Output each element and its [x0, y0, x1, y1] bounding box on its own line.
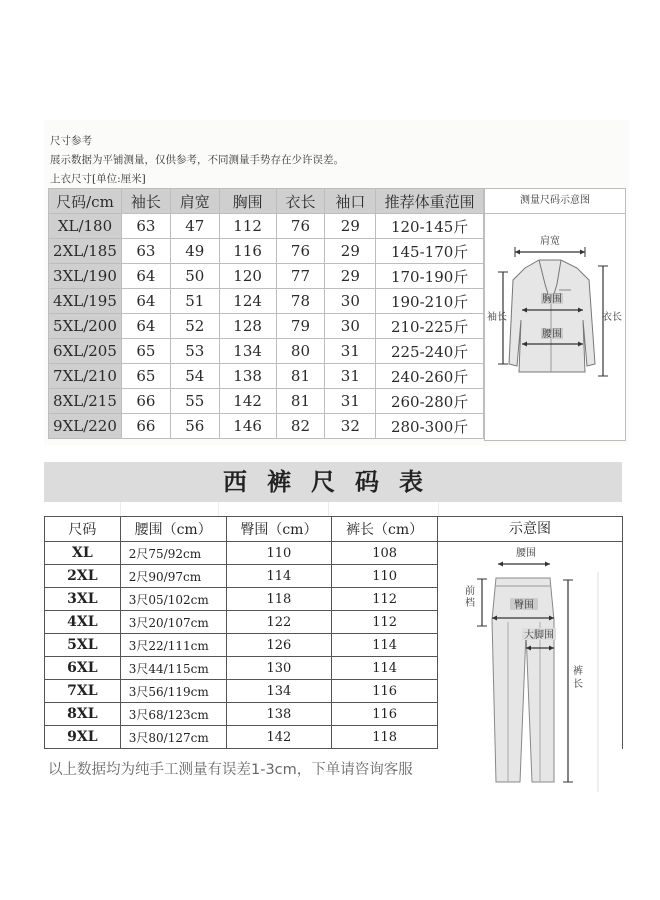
- value-cell: 2尺75/92cm: [120, 542, 226, 565]
- value-cell: 82: [276, 414, 325, 439]
- svg-text:臀围: 臀围: [514, 600, 534, 611]
- value-cell: 31: [325, 389, 376, 414]
- col-size: 尺码/cm: [49, 189, 122, 214]
- value-cell: 118: [226, 588, 332, 611]
- value-cell: 64: [121, 264, 170, 289]
- value-cell: 54: [170, 364, 219, 389]
- value-cell: 116: [219, 239, 276, 264]
- pants-illustration-icon: [438, 542, 622, 792]
- measurement-disclaimer: 展示数据为平铺测量，仅供参考，不同测量手势存在少许误差。: [50, 154, 344, 166]
- size-cell: 4XL: [45, 611, 121, 634]
- value-cell: 170-190斤: [376, 264, 484, 289]
- value-cell: 53: [170, 339, 219, 364]
- value-cell: 112: [332, 588, 438, 611]
- value-cell: 3尺68/123cm: [120, 703, 226, 726]
- size-reference-title: 尺寸参考: [50, 135, 92, 147]
- col-size: 尺码: [45, 517, 121, 542]
- value-cell: 76: [276, 214, 325, 239]
- value-cell: 65: [121, 339, 170, 364]
- table-row: [49, 389, 484, 414]
- table-row: [45, 703, 438, 726]
- value-cell: 76: [276, 239, 325, 264]
- value-cell: 81: [276, 364, 325, 389]
- jacket-illustration-icon: [485, 214, 625, 440]
- value-cell: 3尺80/127cm: [120, 726, 226, 749]
- svg-text:长: 长: [573, 679, 583, 690]
- table-row: [49, 264, 484, 289]
- table-row: [49, 239, 484, 264]
- value-cell: 63: [121, 239, 170, 264]
- value-cell: 142: [219, 389, 276, 414]
- col-length: 衣长: [276, 189, 325, 214]
- svg-text:袖长: 袖长: [487, 312, 507, 323]
- size-cell: 2XL/185: [49, 239, 122, 264]
- value-cell: 30: [325, 289, 376, 314]
- pants-size-chart-title: 西裤尺码表: [44, 462, 622, 502]
- svg-text:腰围: 腰围: [516, 548, 536, 559]
- value-cell: 120-145斤: [376, 214, 484, 239]
- value-cell: 114: [332, 657, 438, 680]
- size-cell: 9XL: [45, 726, 121, 749]
- jacket-size-table: [48, 188, 484, 439]
- value-cell: 66: [121, 414, 170, 439]
- table-row: [45, 565, 438, 588]
- table-row: [45, 726, 438, 749]
- table-row: [45, 657, 438, 680]
- pants-spacer-row: [44, 502, 622, 516]
- value-cell: 114: [226, 565, 332, 588]
- svg-text:档: 档: [465, 598, 475, 609]
- pants-header-row: [45, 517, 438, 542]
- table-row: [45, 634, 438, 657]
- value-cell: 66: [121, 389, 170, 414]
- value-cell: 81: [276, 389, 325, 414]
- jacket-header-row: [49, 189, 484, 214]
- value-cell: 52: [170, 314, 219, 339]
- value-cell: 32: [325, 414, 376, 439]
- size-cell: 6XL: [45, 657, 121, 680]
- table-row: [49, 289, 484, 314]
- value-cell: 116: [332, 703, 438, 726]
- table-row: [49, 414, 484, 439]
- table-row: [45, 611, 438, 634]
- table-row: [49, 364, 484, 389]
- value-cell: 120: [219, 264, 276, 289]
- value-cell: 146: [219, 414, 276, 439]
- size-cell: 8XL/215: [49, 389, 122, 414]
- size-cell: 5XL: [45, 634, 121, 657]
- value-cell: 77: [276, 264, 325, 289]
- value-cell: 190-210斤: [376, 289, 484, 314]
- size-cell: 7XL/210: [49, 364, 122, 389]
- svg-text:腰围: 腰围: [542, 329, 562, 340]
- value-cell: 112: [219, 214, 276, 239]
- col-cuff: 袖口: [325, 189, 376, 214]
- value-cell: 3尺56/119cm: [120, 680, 226, 703]
- value-cell: 110: [332, 565, 438, 588]
- pants-measurement-diagram: [438, 516, 623, 749]
- value-cell: 112: [332, 611, 438, 634]
- value-cell: 56: [170, 414, 219, 439]
- value-cell: 280-300斤: [376, 414, 484, 439]
- jacket-unit-label: 上衣尺寸[单位:厘米]: [50, 173, 146, 185]
- value-cell: 118: [332, 726, 438, 749]
- value-cell: 110: [226, 542, 332, 565]
- value-cell: 49: [170, 239, 219, 264]
- value-cell: 55: [170, 389, 219, 414]
- value-cell: 260-280斤: [376, 389, 484, 414]
- svg-text:衣长: 衣长: [602, 312, 622, 323]
- value-cell: 80: [276, 339, 325, 364]
- value-cell: 29: [325, 214, 376, 239]
- size-cell: 4XL/195: [49, 289, 122, 314]
- value-cell: 128: [219, 314, 276, 339]
- size-cell: 6XL/205: [49, 339, 122, 364]
- value-cell: 47: [170, 214, 219, 239]
- svg-text:大脚围: 大脚围: [524, 630, 554, 641]
- measurement-error-note: 以上数据均为纯手工测量有误差1-3cm，下单请咨询客服: [48, 762, 413, 778]
- value-cell: 225-240斤: [376, 339, 484, 364]
- value-cell: 64: [121, 289, 170, 314]
- value-cell: 78: [276, 289, 325, 314]
- table-row: [45, 680, 438, 703]
- jacket-diagram-caption: 测量尺码示意图: [485, 189, 625, 214]
- svg-text:肩宽: 肩宽: [540, 236, 560, 247]
- value-cell: 108: [332, 542, 438, 565]
- size-cell: XL: [45, 542, 121, 565]
- value-cell: 138: [219, 364, 276, 389]
- value-cell: 2尺90/97cm: [120, 565, 226, 588]
- value-cell: 138: [226, 703, 332, 726]
- value-cell: 64: [121, 314, 170, 339]
- value-cell: 142: [226, 726, 332, 749]
- table-row: [49, 214, 484, 239]
- value-cell: 116: [332, 680, 438, 703]
- size-cell: 9XL/220: [49, 414, 122, 439]
- value-cell: 3尺22/111cm: [120, 634, 226, 657]
- col-waist: 腰围（cm）: [120, 517, 226, 542]
- value-cell: 3尺05/102cm: [120, 588, 226, 611]
- col-weight: 推荐体重范围: [376, 189, 484, 214]
- value-cell: 29: [325, 264, 376, 289]
- value-cell: 65: [121, 364, 170, 389]
- col-pants-length: 裤长（cm）: [332, 517, 438, 542]
- size-cell: 8XL: [45, 703, 121, 726]
- value-cell: 145-170斤: [376, 239, 484, 264]
- value-cell: 30: [325, 314, 376, 339]
- size-cell: 3XL/190: [49, 264, 122, 289]
- value-cell: 79: [276, 314, 325, 339]
- value-cell: 29: [325, 239, 376, 264]
- size-cell: 2XL: [45, 565, 121, 588]
- jacket-measurement-diagram: [484, 188, 626, 441]
- table-row: [45, 588, 438, 611]
- value-cell: 50: [170, 264, 219, 289]
- value-cell: 134: [226, 680, 332, 703]
- size-cell: 7XL: [45, 680, 121, 703]
- pants-size-table: [44, 516, 438, 749]
- table-row: [49, 314, 484, 339]
- size-cell: 5XL/200: [49, 314, 122, 339]
- value-cell: 31: [325, 339, 376, 364]
- value-cell: 31: [325, 364, 376, 389]
- table-row: [45, 542, 438, 565]
- value-cell: 51: [170, 289, 219, 314]
- col-chest: 胸围: [219, 189, 276, 214]
- size-cell: 3XL: [45, 588, 121, 611]
- value-cell: 122: [226, 611, 332, 634]
- pants-diagram-caption: 示意图: [438, 517, 622, 542]
- value-cell: 126: [226, 634, 332, 657]
- value-cell: 3尺44/115cm: [120, 657, 226, 680]
- table-row: [49, 339, 484, 364]
- value-cell: 130: [226, 657, 332, 680]
- value-cell: 63: [121, 214, 170, 239]
- value-cell: 134: [219, 339, 276, 364]
- col-shoulder: 肩宽: [170, 189, 219, 214]
- size-cell: XL/180: [49, 214, 122, 239]
- value-cell: 210-225斤: [376, 314, 484, 339]
- value-cell: 3尺20/107cm: [120, 611, 226, 634]
- value-cell: 240-260斤: [376, 364, 484, 389]
- svg-text:前: 前: [465, 586, 475, 597]
- value-cell: 124: [219, 289, 276, 314]
- svg-text:胸围: 胸围: [542, 294, 562, 305]
- value-cell: 114: [332, 634, 438, 657]
- svg-text:裤: 裤: [573, 666, 583, 677]
- col-sleeve: 袖长: [121, 189, 170, 214]
- col-hip: 臀围（cm）: [226, 517, 332, 542]
